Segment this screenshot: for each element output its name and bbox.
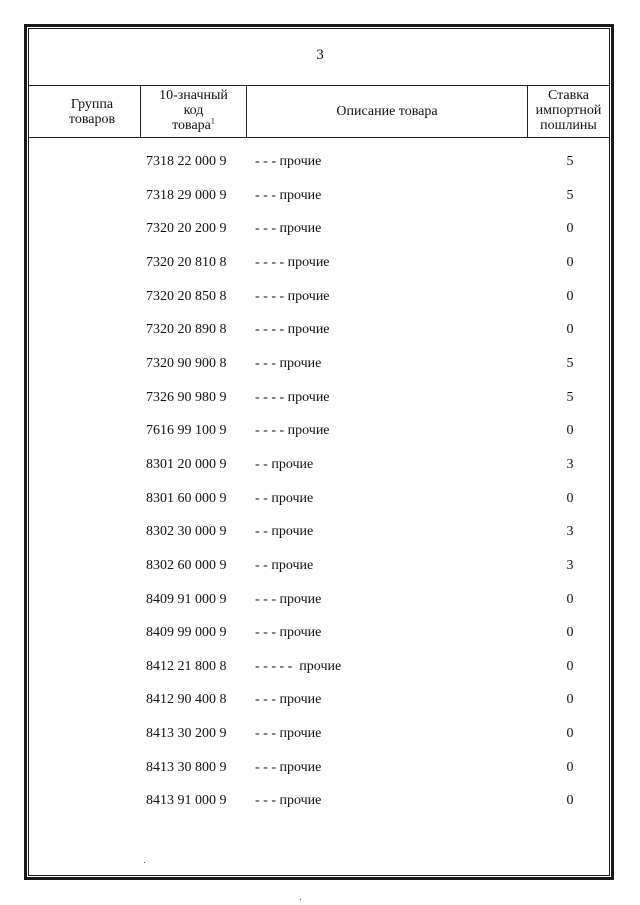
table-row xyxy=(0,221,640,241)
table-row xyxy=(0,726,640,746)
goods-code: 7320 20 850 8 xyxy=(146,288,227,304)
table-row xyxy=(0,592,640,612)
goods-code: 8302 30 000 9 xyxy=(146,524,227,540)
goods-code: 7318 29 000 9 xyxy=(146,187,227,203)
goods-code: 7326 90 980 9 xyxy=(146,389,227,405)
import-duty-rate: 3 xyxy=(566,557,574,573)
header-description: Описание товара xyxy=(336,104,438,119)
goods-code: 8413 30 800 9 xyxy=(146,759,227,775)
table-row xyxy=(0,390,640,410)
import-duty-rate: 0 xyxy=(566,726,574,741)
import-duty-rate: 0 xyxy=(566,658,574,674)
table-row xyxy=(0,289,640,309)
table-row xyxy=(0,423,640,443)
table-row xyxy=(0,524,640,544)
import-duty-rate: 5 xyxy=(566,154,574,169)
goods-code: 7320 20 200 9 xyxy=(146,221,227,237)
goods-code: 7320 20 810 8 xyxy=(146,254,227,270)
goods-description: - - - прочие xyxy=(255,154,322,169)
goods-description: - - прочие xyxy=(255,456,314,472)
goods-description: - - - прочие xyxy=(255,625,322,641)
goods-description: - - - прочие xyxy=(255,591,322,607)
table-row xyxy=(0,760,640,780)
goods-description: - - - прочие xyxy=(255,793,322,809)
goods-code: 8413 91 000 9 xyxy=(146,793,227,809)
goods-code: 8412 90 400 8 xyxy=(146,692,227,708)
footnote-marker: 1 xyxy=(210,116,215,126)
goods-code: 8302 60 000 9 xyxy=(146,557,227,573)
scan-speck xyxy=(144,862,145,863)
import-duty-rate: 0 xyxy=(566,692,574,708)
goods-description: - - - прочие xyxy=(255,355,322,371)
table-row xyxy=(0,356,640,376)
table-row xyxy=(0,692,640,712)
table-header-top-rule xyxy=(29,85,609,86)
import-duty-rate: 0 xyxy=(566,254,574,270)
goods-description: - - - - прочие xyxy=(255,254,330,270)
goods-description: - - - - прочие xyxy=(255,288,330,304)
goods-description: - - - прочие xyxy=(255,726,322,741)
goods-code: 8301 20 000 9 xyxy=(146,456,227,472)
goods-description: - - прочие xyxy=(255,490,314,506)
import-duty-rate: 3 xyxy=(566,456,574,472)
table-row xyxy=(0,659,640,679)
import-duty-rate: 0 xyxy=(566,423,574,439)
goods-code: 8409 91 000 9 xyxy=(146,591,227,607)
import-duty-rate: 0 xyxy=(566,221,574,237)
import-duty-rate: 0 xyxy=(566,591,574,607)
import-duty-rate: 5 xyxy=(566,355,574,371)
table-row xyxy=(0,793,640,813)
goods-code: 8409 99 000 9 xyxy=(146,625,227,641)
table-row xyxy=(0,558,640,578)
goods-description: - - - - - прочие xyxy=(255,658,342,674)
goods-description: - - - - прочие xyxy=(255,389,330,405)
goods-code: 7320 90 900 8 xyxy=(146,355,227,371)
goods-code: 7318 22 000 9 xyxy=(146,154,227,169)
header-code: 10-значный код товара$^1$ xyxy=(159,88,228,133)
goods-description: - - - прочие xyxy=(255,759,322,775)
import-duty-rate: 0 xyxy=(566,625,574,641)
table-row xyxy=(0,255,640,275)
goods-description: - - прочие xyxy=(255,524,314,540)
goods-description: - - - прочие xyxy=(255,221,322,237)
import-duty-rate: 3 xyxy=(566,524,574,540)
goods-code: 8413 30 200 9 xyxy=(146,726,227,741)
page-number: 3 xyxy=(316,47,324,63)
table-row xyxy=(0,457,640,477)
goods-description: - - прочие xyxy=(255,557,314,573)
goods-description: - - - - прочие xyxy=(255,322,330,338)
table-row xyxy=(0,491,640,511)
header-group: Группа товаров xyxy=(68,97,116,127)
scan-speck xyxy=(300,899,301,900)
import-duty-rate: 0 xyxy=(566,490,574,506)
goods-description: - - - - прочие xyxy=(255,423,330,439)
goods-code: 8301 60 000 9 xyxy=(146,490,227,506)
import-duty-rate: 0 xyxy=(566,322,574,338)
header-rate: Ставка импортной пошлины xyxy=(535,88,602,133)
goods-description: - - - прочие xyxy=(255,692,322,708)
import-duty-rate: 0 xyxy=(566,759,574,775)
import-duty-rate: 0 xyxy=(566,793,574,809)
table-row xyxy=(0,154,640,174)
import-duty-rate: 5 xyxy=(566,389,574,405)
goods-code: 7616 99 100 9 xyxy=(146,423,227,439)
import-duty-rate: 5 xyxy=(566,187,574,203)
table-header-bottom-rule xyxy=(29,137,609,138)
goods-code: 7320 20 890 8 xyxy=(146,322,227,338)
table-row xyxy=(0,322,640,342)
import-duty-rate: 0 xyxy=(566,288,574,304)
table-row xyxy=(0,625,640,645)
table-row xyxy=(0,188,640,208)
goods-code: 8412 21 800 8 xyxy=(146,658,227,674)
goods-description: - - - прочие xyxy=(255,187,322,203)
